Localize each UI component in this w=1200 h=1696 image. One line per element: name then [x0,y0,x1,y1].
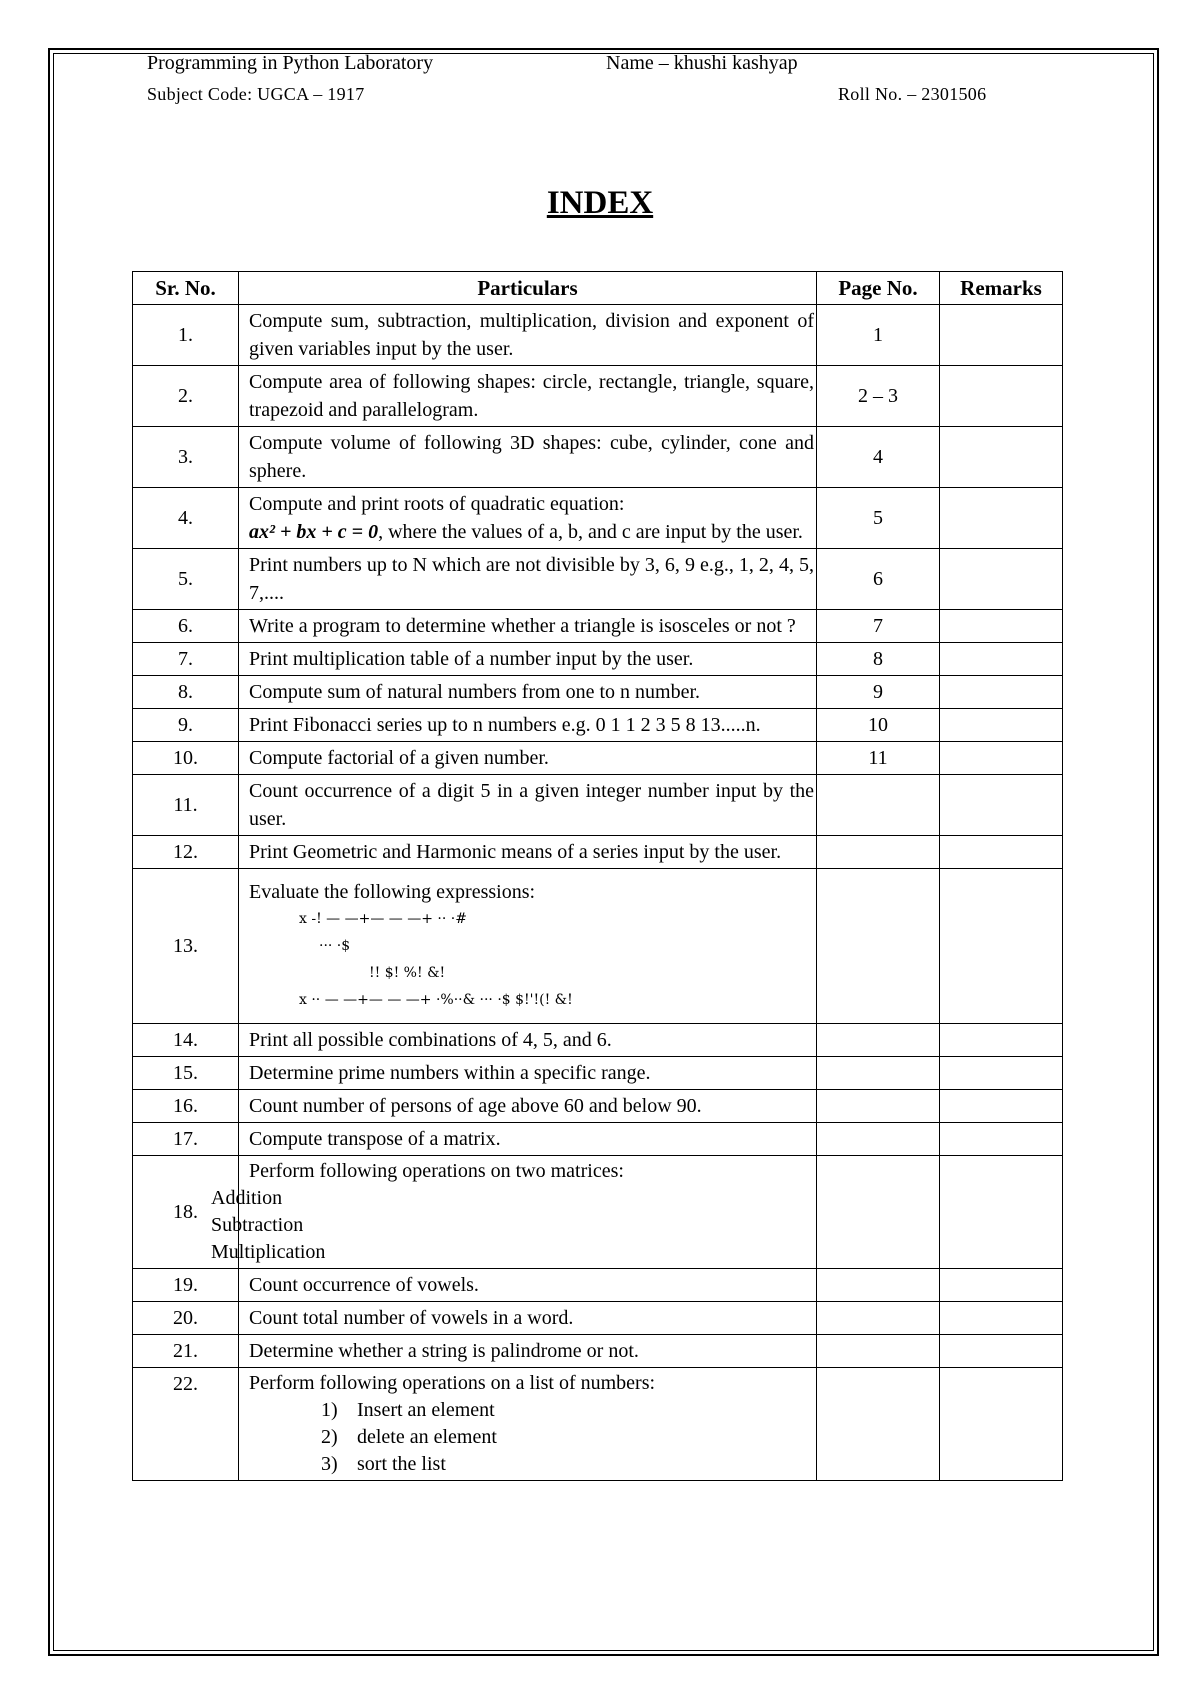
particulars: Count total number of vowels in a word. [239,1302,817,1335]
student-name: Name – khushi kashyap [606,52,798,74]
expression-line-3: !! $! %! &! [369,964,446,981]
particulars: Print all possible combinations of 4, 5, and 6. [239,1024,817,1057]
table-row [133,709,1063,742]
remarks [940,488,1063,549]
sr-no: 14. [133,1024,239,1057]
sr-no: 7. [133,643,239,676]
particulars: Compute sum, subtraction, multiplication, division and exponent of given variables input by the user. [239,305,817,366]
page-no [817,775,940,836]
particulars: Compute area of following shapes: circle, rectangle, triangle, square, trapezoid and parallelogram. [239,366,817,427]
table-row [133,1156,1063,1269]
remarks [940,1156,1063,1269]
list-item-label: Insert an element [357,1399,495,1421]
particulars: Compute factorial of a given number. [239,742,817,775]
particulars: Count occurrence of vowels. [239,1269,817,1302]
page-no [817,1156,940,1269]
operation-multiplication: Multiplication [211,1241,326,1263]
page-no [817,1090,940,1123]
page-no: 11 [817,742,940,775]
table-row [133,742,1063,775]
particulars [239,488,817,549]
table-row [133,1368,1063,1481]
particulars: Print numbers up to N which are not divisible by 3, 6, 9 e.g., 1, 2, 4, 5, 7,.... [239,549,817,610]
remarks [940,1057,1063,1090]
table-row [133,427,1063,488]
sr-no: 12. [133,836,239,869]
page-no: 7 [817,610,940,643]
table-row [133,1090,1063,1123]
table-header-row [133,272,1063,305]
particulars: Compute volume of following 3D shapes: cube, cylinder, cone and sphere. [239,427,817,488]
list-item-number: 3) [321,1453,338,1475]
table-row [133,488,1063,549]
page-no [817,1057,940,1090]
page-no: 6 [817,549,940,610]
page-no [817,1335,940,1368]
table-row [133,1024,1063,1057]
header-remarks: Remarks [940,272,1063,305]
operation-subtraction: Subtraction [211,1214,304,1236]
expression-line-2: ··· ·$ [319,937,351,954]
sr-no: 15. [133,1057,239,1090]
sr-no: 3. [133,427,239,488]
table-row [133,1123,1063,1156]
page-no: 8 [817,643,940,676]
sr-no: 22. [133,1368,239,1481]
table-row [133,305,1063,366]
remarks [940,1335,1063,1368]
header-particulars: Particulars [239,272,817,305]
particulars: Count number of persons of age above 60 and below 90. [239,1090,817,1123]
list-item-number: 1) [321,1399,338,1421]
table-row [133,775,1063,836]
particulars-text: Compute and print roots of quadratic equation: [249,493,625,515]
remarks [940,1302,1063,1335]
remarks [940,549,1063,610]
remarks [940,1123,1063,1156]
particulars: Print multiplication table of a number input by the user. [239,643,817,676]
list-item-label: delete an element [357,1426,497,1448]
remarks [940,836,1063,869]
sr-no: 1. [133,305,239,366]
remarks [940,427,1063,488]
sr-no: 18. [133,1156,239,1269]
sr-no: 5. [133,549,239,610]
page-no [817,836,940,869]
table-row [133,676,1063,709]
subject-code: Subject Code: UGCA – 1917 [147,84,365,104]
remarks [940,1368,1063,1481]
remarks [940,1090,1063,1123]
expression-line-4: x ·· — —+— — —+ ·%··& ··· ·$ $!'!(! &! [299,991,573,1008]
particulars-text: Evaluate the following expressions: [249,880,536,903]
list-item-label: sort the list [357,1453,446,1475]
particulars: Print Geometric and Harmonic means of a series input by the user. [239,836,817,869]
remarks [940,869,1063,1024]
operation-addition: Addition [211,1187,283,1209]
remarks [940,610,1063,643]
table-row [133,836,1063,869]
particulars [239,1368,817,1481]
sr-no: 17. [133,1123,239,1156]
index-table [132,271,1063,1481]
roll-number: Roll No. – 2301506 [838,84,987,104]
table-row [133,1057,1063,1090]
sr-no: 13. [133,869,239,1024]
list-item [249,1424,814,1451]
sr-no: 6. [133,610,239,643]
sr-no: 10. [133,742,239,775]
list-item [249,1451,814,1478]
page-no: 9 [817,676,940,709]
table-row [133,1269,1063,1302]
particulars [211,1156,817,1269]
remarks [940,366,1063,427]
quadratic-equation: ax² + bx + c = 0 [249,521,379,543]
page-no [817,1123,940,1156]
sr-no: 11. [133,775,239,836]
table-row [133,869,1063,1024]
sr-no: 9. [133,709,239,742]
particulars: Determine whether a string is palindrome or not. [239,1335,817,1368]
particulars: Determine prime numbers within a specific range. [239,1057,817,1090]
page-no: 10 [817,709,940,742]
sr-no: 2. [133,366,239,427]
remarks [940,1269,1063,1302]
page-no: 4 [817,427,940,488]
page-no [817,869,940,1024]
list-item-number: 2) [321,1426,338,1448]
particulars: Print Fibonacci series up to n numbers e.g. 0 1 1 2 3 5 8 13.....n. [239,709,817,742]
page-no [817,1269,940,1302]
remarks [940,709,1063,742]
sr-no: 4. [133,488,239,549]
header-sr-no: Sr. No. [133,272,239,305]
table-row [133,643,1063,676]
sr-no: 21. [133,1335,239,1368]
particulars: Count occurrence of a digit 5 in a given integer number input by the user. [239,775,817,836]
particulars-text: Perform following operations on two matrices: [249,1160,624,1182]
particulars-text-cont: , where the values of a, b, and c are input by the user. [378,521,803,543]
expression-line-1: x -! — —+— — —+ ·· ·# [299,910,467,927]
particulars [239,869,817,1024]
page-title: INDEX [546,185,654,221]
remarks [940,305,1063,366]
course-title: Programming in Python Laboratory [147,52,434,74]
page-no [817,1368,940,1481]
remarks [940,742,1063,775]
particulars: Compute sum of natural numbers from one to n number. [239,676,817,709]
sr-no: 16. [133,1090,239,1123]
remarks [940,643,1063,676]
table-row [133,366,1063,427]
table-row [133,549,1063,610]
sr-no: 20. [133,1302,239,1335]
particulars: Compute transpose of a matrix. [239,1123,817,1156]
page-no: 2 – 3 [817,366,940,427]
sr-no: 8. [133,676,239,709]
header-page-no: Page No. [817,272,940,305]
particulars-text: Perform following operations on a list of numbers: [249,1372,656,1394]
page-no [817,1024,940,1057]
page-no [817,1302,940,1335]
table-row [133,1335,1063,1368]
sr-no: 19. [133,1269,239,1302]
table-row [133,1302,1063,1335]
particulars: Write a program to determine whether a triangle is isosceles or not ? [239,610,817,643]
remarks [940,676,1063,709]
table-row [133,610,1063,643]
page-no: 5 [817,488,940,549]
remarks [940,775,1063,836]
list-item [249,1397,814,1424]
page-no: 1 [817,305,940,366]
remarks [940,1024,1063,1057]
